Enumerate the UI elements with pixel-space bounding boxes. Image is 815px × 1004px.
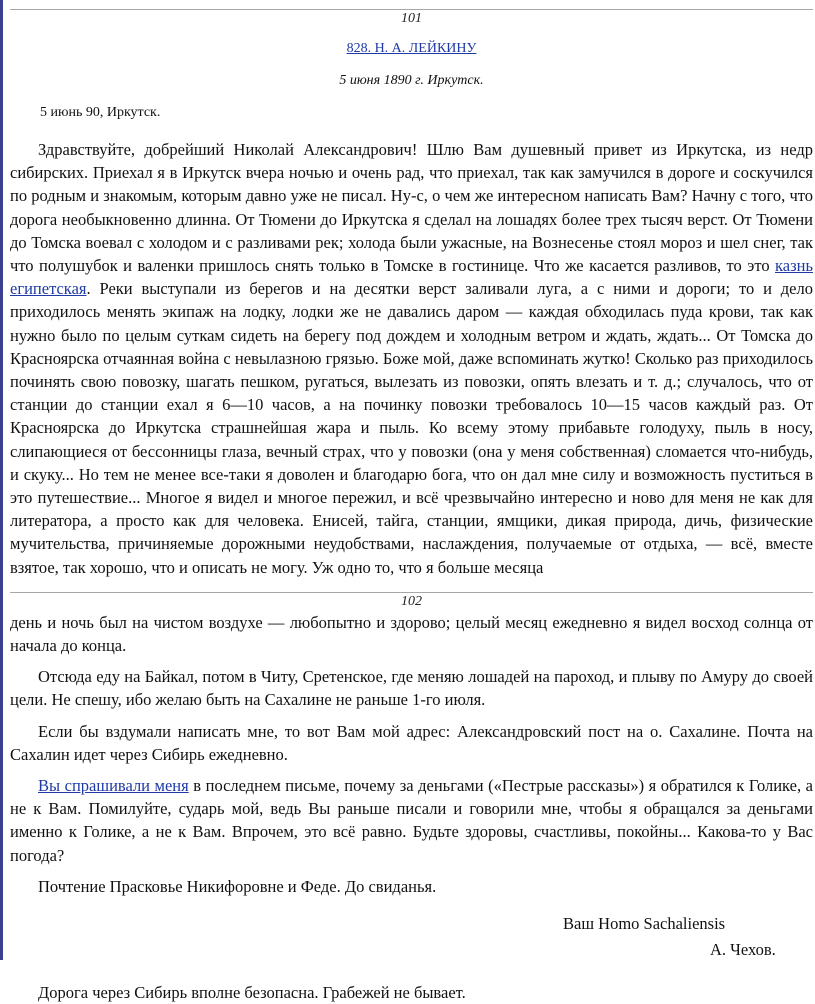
letter-paragraph: Отсюда еду на Байкал, потом в Читу, Сретенское, где меняю лошадей на пароход, и плыву по Амуру до своей цели. Не спешу, ибо желаю быть на Сахалине не раньше 1-го июля.	[10, 667, 813, 710]
letter-paragraph: Почтение Прасковье Никифоровне и Феде. До свиданья.	[38, 876, 437, 896]
letter-heading-link[interactable]: 828. Н. А. ЛЕЙКИНУ	[346, 41, 477, 56]
postscript: Дорога через Сибирь вполне безопасна. Грабежей не бывает.	[38, 983, 466, 1003]
letter-paragraph: Если бы вздумали написать мне, то вот Вам мой адрес: Александровский пост на о. Сахалине. Почта на Сахалин идет через Сибирь ежедневно.	[10, 721, 813, 764]
paragraph-text: . Реки выступали из берегов и на десятки верст заливали луга, а с ними и дороги; то и дело приходилось менять экипаж на лодку, лодки же не давались даром — каждая обходилась пуда крови, так как нужно было по целым суткам сидеть на берегу под дождем и холодным ветром и ждать, ждать... От Томска до Красноярска отчаянная война с невылазною грязью. Боже мой, даже вспоминать жутко! Сколько раз приходилось починять свою повозку, шагать пешком, ругаться, вылезать из повозки, опять влезать и т. д.; случалось, что от станции до станции ехал я 6—10 часов, а на починку повозки требовалось 10—15 часов каждый раз. От Красноярска до Иркутска страшнейшая жара и пыль. Ко всему этому прибавьте голодуху, пыль в носу, слипающиеся от бессонницы глаза, вечный страх, что у повозки (она у меня собственная) сломается что-нибудь, и скуку... Но тем не менее все-таки я доволен и благодарю бога, что он дал мне силу и возможность пуститься в это путешествие... Многое я видел и многое пережил, и всё чрезвычайно интересно и ново для меня не как для литератора, а просто как для человека. Енисей, тайга, станции, ямщики, дикая природа, дичь, физические мучительства, причиняемые дорожными неудобствами, наслаждения, получаемые от отдыха, — всё, вместе взятое, так хорошо, что и описать не могу. Уж одно то, что я больше месяца	[10, 279, 813, 577]
page-number: 102	[401, 593, 422, 609]
letter-paragraph	[10, 774, 813, 867]
letter-heading	[10, 40, 813, 58]
paragraph-text: в последнем письме, почему за деньгами («Пестрые рассказы») я обратился к Голике, а не к Вам. Помилуйте, сударь мой, ведь Вы раньше писали и говорили мне, чтобы я обращался за деньгами именно к Голике, а не к Вам. Впрочем, это всё равно. Будьте здоровы, счастливы, покойны... Какова-то у Вас погода?	[10, 776, 813, 865]
signature-line: Ваш Homo Sachaliensis	[563, 914, 726, 934]
letter-dateline: 5 июнь 90, Иркутск.	[40, 105, 161, 120]
document-page	[10, 0, 813, 1004]
letter-paragraph	[10, 138, 813, 579]
page-number: 101	[401, 11, 422, 26]
left-border	[0, 0, 3, 960]
signature-name: А. Чехов.	[710, 940, 776, 960]
inline-link-kazn[interactable]: казнь египетская	[10, 256, 813, 299]
inline-link-vy-sprashivali[interactable]: Вы спрашивали меня	[38, 776, 189, 796]
paragraph-text: Здравствуйте, добрейший Николай Александрович! Шлю Вам душевный привет из Иркутска, из недр сибирских. Приехал я в Иркутск вчера ночью и очень рад, что приехал, так как замучился в дороге и соскучился по родным и знакомым, которым давно уже не писал. Ну-с, о чем же интересном написать Вам? Начну с того, что дорога необыкновенно длинна. От Тюмени до Иркутска я сделал на лошадях более трех тысяч верст. От Тюмени до Томска воевал с холодом и с разливами рек; холода были ужасные, на Вознесенье стоял мороз и шел снег, так что полушубок и валенки пришлось снять только в Томске в гостинице. Что же касается разливов, то это	[10, 140, 813, 276]
letter-date-italic: 5 июня 1890 г. Иркутск.	[339, 73, 484, 88]
letter-paragraph: день и ночь был на чистом воздухе — любопытно и здорово; целый месяц ежедневно я видел восход солнца от начала до конца.	[10, 612, 813, 656]
